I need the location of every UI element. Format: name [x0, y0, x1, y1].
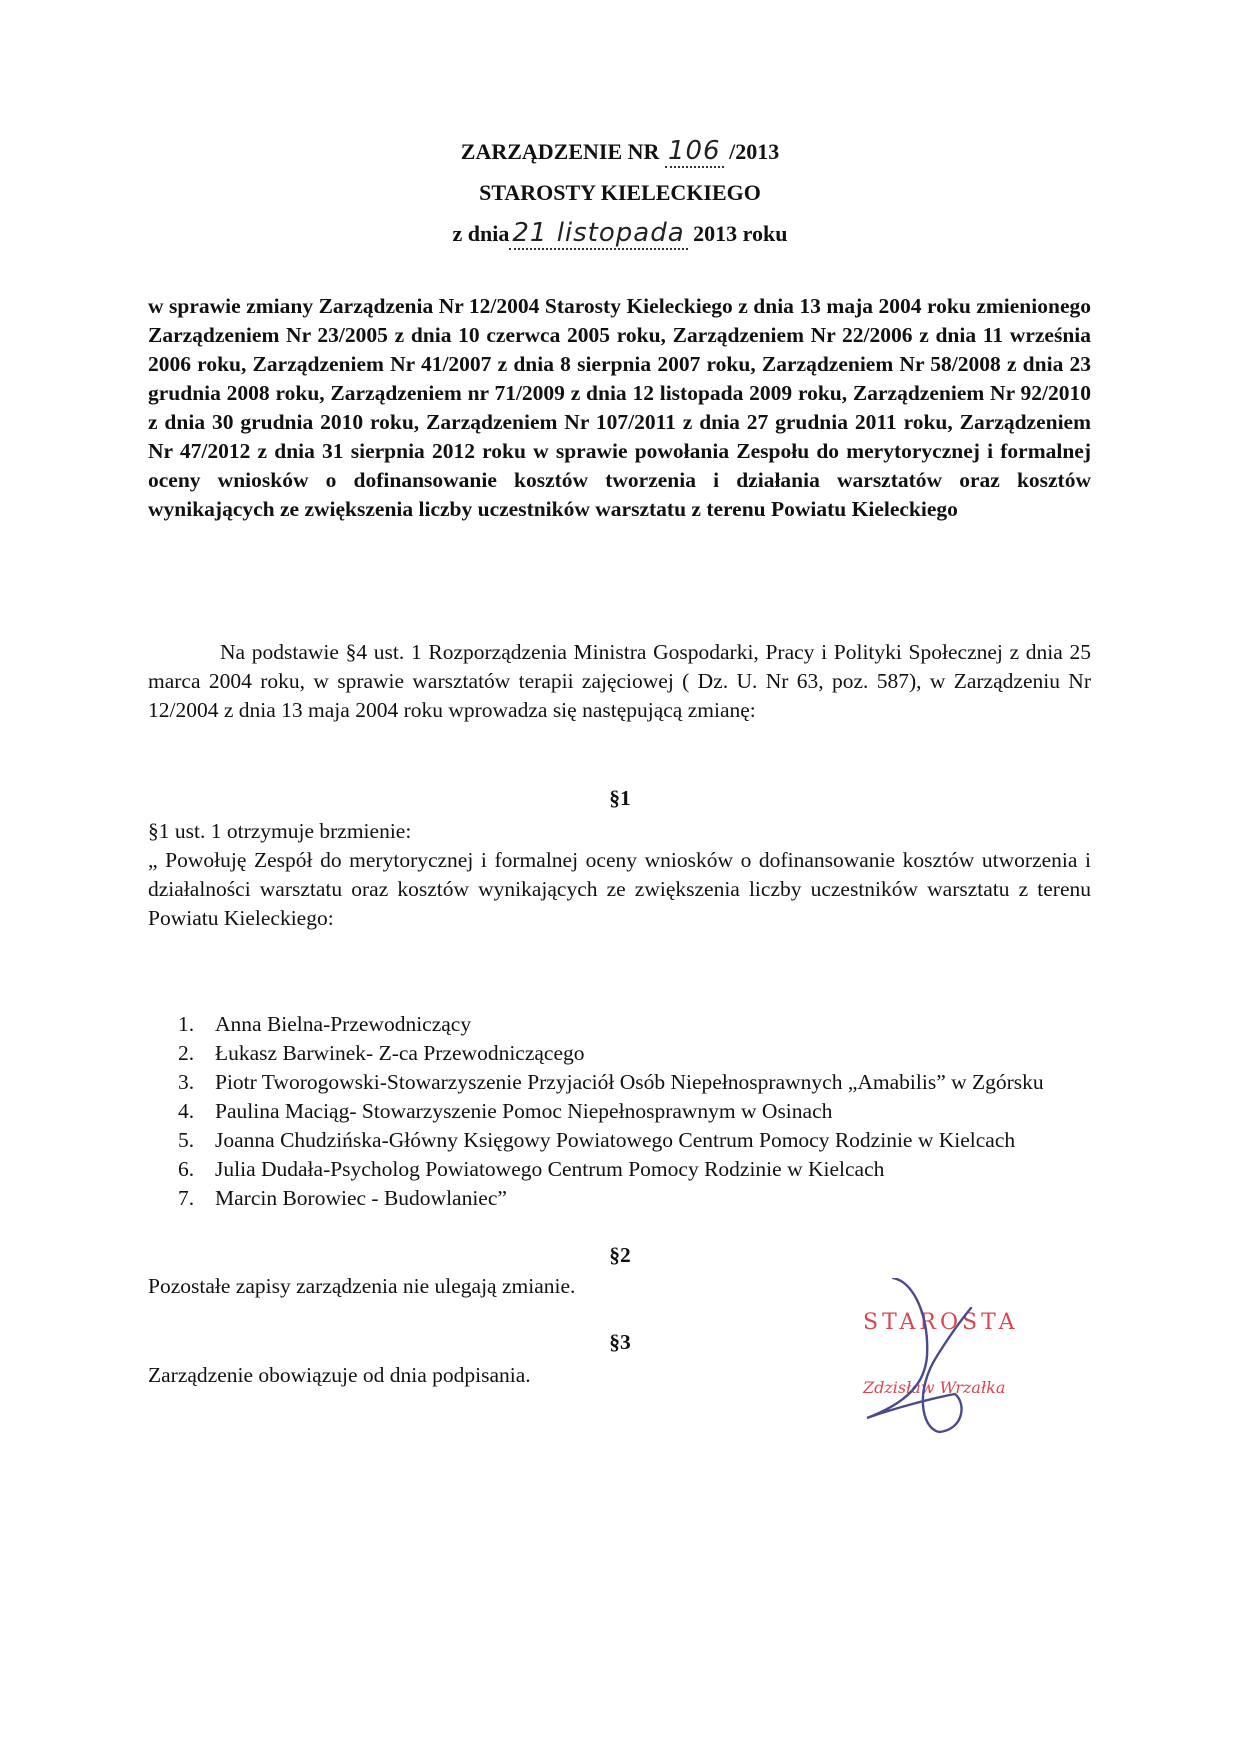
issuer-line: STAROSTY KIELECKIEGO: [479, 180, 761, 205]
section-2-text: Pozostałe zapisy zarządzenia nie ulegają zmianie.: [148, 1274, 576, 1298]
team-member-list: [148, 1010, 1091, 1213]
list-item: 2. Łukasz Barwinek- Z-ca Przewodniczącego: [178, 1041, 585, 1065]
stamp-name: Zdzisław Wrzałka: [863, 1378, 1006, 1397]
preamble-paragraph: Na podstawie §4 ust. 1 Rozporządzenia Ministra Gospodarki, Pracy i Polityki Społecznej z dnia 25 marca 2004 roku, w sprawie warsztatów terapii zajęciowej ( Dz. U. Nr 63, poz. 587), w Zarządzeniu Nr 12/2004 z dnia 13 maja 2004 roku wprowadza się następującą zmianę:: [148, 640, 1091, 722]
section-3-text: Zarządzenie obowiązuje od dnia podpisania.: [148, 1363, 531, 1387]
section-1-heading: §1: [609, 786, 631, 810]
list-item: 4. Paulina Maciąg- Stowarzyszenie Pomoc Niepełnosprawnym w Osinach: [178, 1099, 833, 1123]
handwritten-date: 21 listopada: [509, 218, 687, 250]
section-3-heading: §3: [609, 1330, 631, 1354]
signature-icon: [855, 1278, 1055, 1448]
list-item: 6. Julia Dudała-Psycholog Powiatowego Centrum Pomocy Rodzinie w Kielcach: [178, 1157, 885, 1181]
list-item: 1. Anna Bielna-Przewodniczący: [178, 1012, 472, 1036]
list-item: 3. Piotr Tworogowski-Stowarzyszenie Przyjaciół Osób Niepełnosprawnych „Amabilis” w Zgórsku: [178, 1070, 1044, 1094]
stamp-title: STAROSTA: [863, 1310, 1019, 1335]
title-suffix: /2013: [729, 139, 780, 164]
date-line: [0, 220, 1240, 247]
section-1-quote: „ Powołuję Zespół do merytorycznej i formalnej oceny wniosków o dofinansowanie kosztów utworzenia i działalności warsztatu oraz kosztów wynikających ze zwiększenia liczby uczestników warsztatu z terenu Powiatu Kieleckiego:: [148, 848, 1091, 930]
handwritten-number: 106: [665, 136, 724, 168]
title-prefix: ZARZĄDZENIE NR: [460, 139, 660, 164]
section-2-heading: §2: [609, 1243, 631, 1267]
subject-paragraph: w sprawie zmiany Zarządzenia Nr 12/2004 Starosty Kieleckiego z dnia 13 maja 2004 roku zmienionego Zarządzeniem Nr 23/2005 z dnia 10 czerwca 2005 roku, Zarządzeniem Nr 22/2006 z dnia 11 września 2006 roku, Zarządzeniem Nr 41/2007 z dnia 8 sierpnia 2007 roku, Zarządzeniem Nr 58/2008 z dnia 23 grudnia 2008 roku, Zarządzeniem nr 71/2009 z dnia 12 listopada 2009 roku, Zarządzeniem Nr 92/2010 z dnia 30 grudnia 2010 roku, Zarządzeniem Nr 107/2011 z dnia 27 grudnia 2011 roku, Zarządzeniem Nr 47/2012 z dnia 31 sierpnia 2012 roku w sprawie powołania Zespołu do merytorycznej i formalnej oceny wniosków o dofinansowanie kosztów tworzenia i działania warsztatów oraz kosztów wynikających ze zwiększenia liczby uczestników warsztatu z terenu Powiatu Kieleckiego: [148, 294, 1091, 521]
date-suffix: 2013 roku: [693, 221, 788, 246]
document-title: [0, 138, 1240, 165]
list-item: 5. Joanna Chudzińska-Główny Księgowy Powiatowego Centrum Pomocy Rodzinie w Kielcach: [178, 1128, 1016, 1152]
section-1-intro: §1 ust. 1 otrzymuje brzmienie:: [148, 819, 412, 843]
starosta-stamp: [855, 1278, 1055, 1448]
list-item: 7. Marcin Borowiec - Budowlaniec”: [178, 1186, 507, 1210]
date-prefix: z dnia: [452, 221, 510, 246]
